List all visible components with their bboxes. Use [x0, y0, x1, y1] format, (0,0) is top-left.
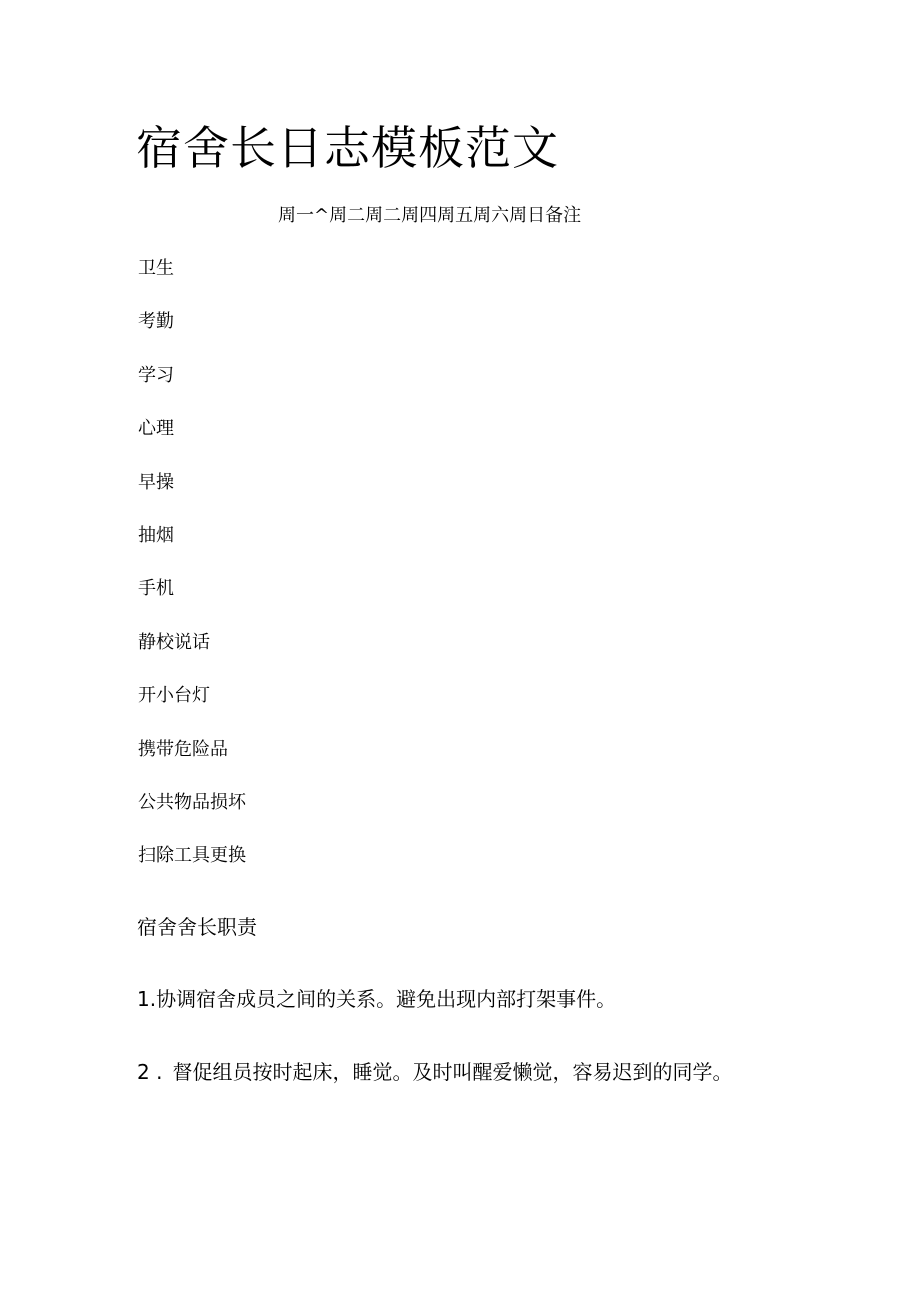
duty-text: 协调宿舍成员之间的关系。避免出现内部打架事件。: [156, 987, 617, 1011]
category-item: 携带危险品: [138, 738, 228, 760]
duty-text: 督促组员按时起床，睡觉。及时叫醒爱懒觉，容易迟到的同学。: [172, 1060, 733, 1084]
category-item: 抽烟: [138, 524, 174, 546]
duty-number: 1.: [137, 987, 157, 1011]
category-item: 考勤: [138, 311, 174, 333]
category-item: 开小台灯: [138, 685, 210, 707]
category-item: 手机: [138, 578, 174, 600]
duty-item: [137, 1058, 732, 1086]
document-title: 宿舍长日志模板范文: [136, 121, 559, 175]
category-item: 扫除工具更换: [138, 845, 246, 867]
category-item: 公共物品损坏: [138, 791, 246, 813]
category-item: 卫生: [138, 258, 174, 279]
duty-number: 2 .: [137, 1060, 163, 1084]
category-item: 静校说话: [138, 631, 210, 653]
category-item: 学习: [138, 364, 174, 386]
category-list: [138, 256, 246, 897]
category-item: 心理: [138, 418, 174, 440]
category-item: 早操: [138, 471, 174, 493]
section-title: 宿舍舍长职责: [137, 915, 257, 939]
week-column-header: 周一^周二周二周四周五周六周日备注: [278, 205, 582, 226]
duty-item: [137, 985, 616, 1013]
